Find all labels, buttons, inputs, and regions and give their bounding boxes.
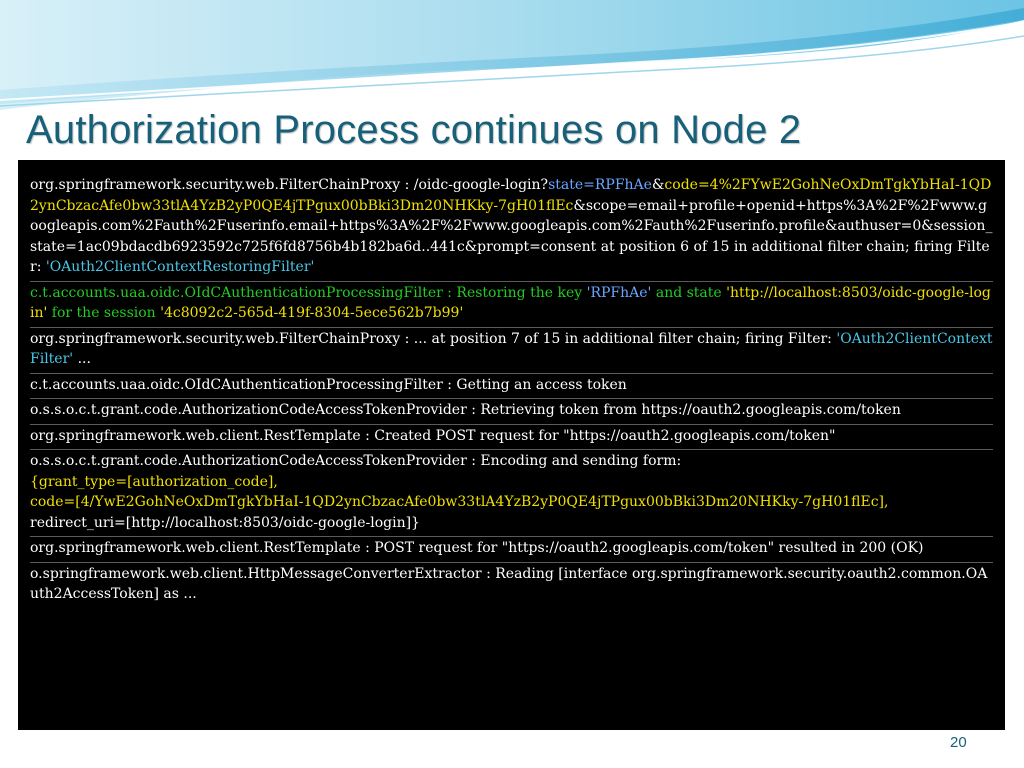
log-text: o.s.s.o.c.t.grant.code.AuthorizationCodeAccessTokenProvider : Retrieving token from https://oauth2.googleapis.com/token [30,402,901,418]
log-entry-post-result [30,537,993,563]
log-text: org.springframework.security.web.FilterChainProxy : ... at position 7 of 15 in additional filter chain; firing Filter: [30,330,837,347]
log-text: ... [73,351,91,367]
log-text: & [651,177,665,193]
log-text: org.springframework.web.client.RestTemplate : Created POST request for "https://oauth2.googleapis.com/token" [30,427,836,444]
log-entry-restoring-key [30,282,993,328]
log-text: and state [651,284,727,301]
log-entry-created-post [30,425,993,451]
grant-type: {grant_type=[authorization_code], [30,473,278,490]
filter-name: 'OAuth2ClientContextFilter' [30,330,993,367]
log-text: c.t.accounts.uaa.oidc.OIdCAuthenticationProcessingFilter : Getting an access token [30,376,627,393]
state-key: 'RPFhAe' [586,284,652,301]
log-console [18,160,1005,730]
state-param: state=RPFhAe [548,177,652,193]
log-entry-getting-token [30,374,993,400]
state-url: 'http://localhost:8503/oidc-google-login' [30,284,991,321]
code-param: code=4%2FYwE2GohNeOxDmTgkYbHaI-1QD2ynCbzacAfe0bw33tlA4YzB2yP0QE4jTPgux00bBki3Dm20NHKky-7gH01flEc [30,177,992,214]
log-entry-retrieving-token [30,399,993,425]
slide-title: Authorization Process continues on Node 2 [26,108,802,152]
log-entry-encoding-form [30,450,993,537]
code-value: code=[4/YwE2GohNeOxDmTgkYbHaI-1QD2ynCbzacAfe0bw33tlA4YzB2yP0QE4jTPgux00bBki3Dm20NHKky-7gH01flEc], [30,494,889,510]
filter-name: 'OAuth2ClientContextRestoringFilter' [45,259,315,275]
log-text: &scope=email+profile+openid+https%3A%2F%2Fwww.googleapis.com%2Fauth%2Fuserinfo.email+https%3A%2F%2Fwww.googleapis.com%2Fauth%2Fuserinfo.profile&authuser=0&session_state=1ac09bdacdb6923592c725f6fd8756b4b182ba6d..441c&prompt=consent at position 6 of 15 in additional filter chain; firing Filter: [30,197,993,275]
page-number: 20 [950,734,967,751]
session-id: '4c8092c2-565d-419f-8304-5ece562b7b99' [160,305,464,321]
log-entry-filterchain-1 [30,174,993,282]
log-text: o.springframework.web.client.HttpMessageConverterExtractor : Reading [interface org.springframework.security.oauth2.common.OAuth2AccessToken] as ... [30,565,988,602]
log-text: c.t.accounts.uaa.oidc.OIdCAuthenticationProcessingFilter : Restoring the key [30,284,587,301]
redirect-uri: redirect_uri=[http://localhost:8503/oidc-google-login]} [30,514,420,531]
log-text: o.s.s.o.c.t.grant.code.AuthorizationCodeAccessTokenProvider : Encoding and sending form: [30,453,682,469]
log-text: for the session [47,305,161,321]
log-entry-filterchain-2 [30,328,993,374]
header-wave-decoration [0,0,1024,120]
log-text: org.springframework.security.web.FilterChainProxy : /oidc-google-login? [30,177,549,193]
log-entry-reading [30,563,993,608]
log-text: org.springframework.web.client.RestTemplate : POST request for "https://oauth2.googleapis.com/token" resulted in 200 (OK) [30,540,924,556]
